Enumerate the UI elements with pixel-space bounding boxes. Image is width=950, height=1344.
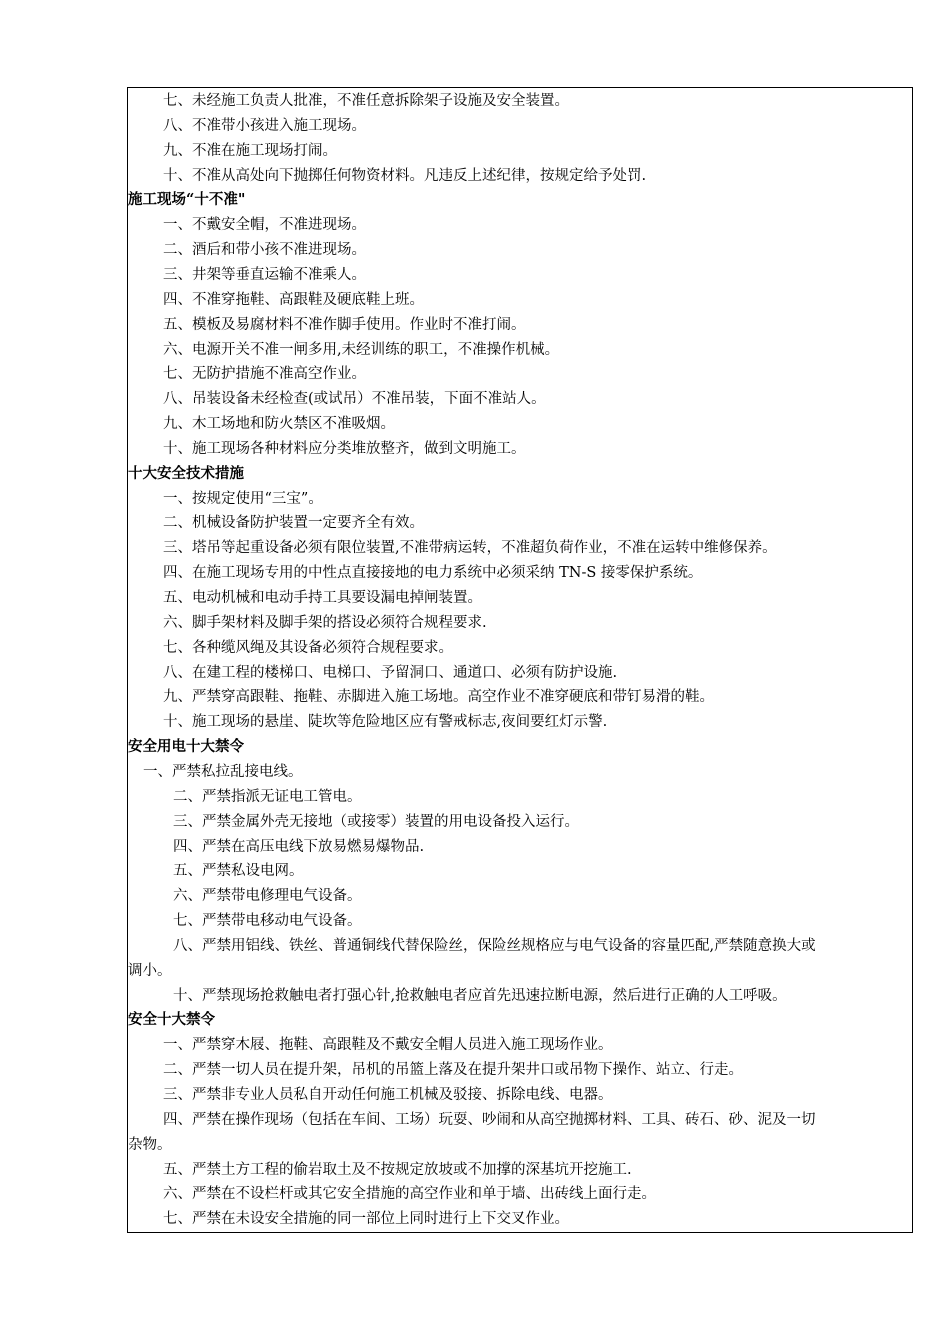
document-line: 二、机械设备防护装置一定要齐全有效。 [163,515,424,532]
document-line: 四、严禁在高压电线下放易燃易爆物品. [173,838,425,855]
document-line: 五、模板及易腐材料不准作脚手使用。作业时不准打闹。 [163,316,526,333]
document-line: 八、在建工程的楼梯口、电梯口、予留洞口、通道口、必须有防护设施. [163,664,618,681]
document-line: 七、各种缆风绳及其设备必须符合规程要求。 [163,639,453,656]
document-line: 十、施工现场的悬崖、陡坎等危险地区应有警戒标志,夜间要红灯示警. [163,714,608,731]
section-heading: 十大安全技术措施 [128,464,244,482]
document-line: 七、无防护措施不准高空作业。 [163,366,366,383]
document-line: 七、严禁带电移动电气设备。 [173,913,362,930]
document-line: 二、严禁一切人员在提升架，吊机的吊篮上落及在提升架井口或吊物下操作、站立、行走。 [163,1062,743,1079]
document-line: 八、严禁用铝线、铁丝、普通铜线代替保险丝，保险丝规格应与电气设备的容量匹配,严禁随意换大或 [173,937,816,954]
document-line: 杂物。 [128,1136,172,1153]
document-line: 八、不准带小孩进入施工现场。 [163,117,366,134]
document-line: 十、施工现场各种材料应分类堆放整齐，做到文明施工。 [163,440,526,457]
section-heading: 安全用电十大禁令 [128,738,244,756]
document-line: 六、严禁带电修理电气设备。 [173,888,362,905]
document-line: 五、严禁土方工程的偷岩取土及不按规定放坡或不加撑的深基坑开挖施工. [163,1161,632,1178]
document-line: 一、按规定使用“三宝”。 [163,490,323,507]
document-line: 四、不准穿拖鞋、高跟鞋及硬底鞋上班。 [163,291,424,308]
document-line: 一、严禁穿木屐、拖鞋、高跟鞋及不戴安全帽人员进入施工现场作业。 [163,1037,613,1054]
document-line: 四、严禁在操作现场（包括在车间、工场）玩耍、吵闹和从高空抛掷材料、工具、砖石、砂、泥及一切 [163,1111,816,1128]
document-line: 九、严禁穿高跟鞋、拖鞋、赤脚进入施工场地。高空作业不准穿硬底和带钉易滑的鞋。 [163,689,714,706]
document-line: 调小。 [128,962,172,979]
document-line: 一、不戴安全帽，不准进现场。 [163,217,366,234]
document-line: 十、严禁现场抢救触电者打强心针,抢救触电者应首先迅速拉断电源，然后进行正确的人工呼吸。 [173,987,787,1004]
document-line: 六、脚手架材料及脚手架的搭设必须符合规程要求. [163,614,487,631]
document-line: 三、井架等垂直运输不准乘人。 [163,266,366,283]
section-heading: 施工现场“十不准" [128,191,246,209]
document-line: 九、不准在施工现场打闹。 [163,142,337,159]
document-line: 三、严禁金属外壳无接地（或接零）装置的用电设备投入运行。 [173,813,579,830]
document-line: 十、不准从高处向下抛掷任何物资材料。凡违反上述纪律，按规定给予处罚. [163,167,647,184]
document-line: 六、严禁在不设栏杆或其它安全措施的高空作业和单于墙、出砖线上面行走。 [163,1186,656,1203]
document-line: 九、木工场地和防火禁区不准吸烟。 [163,416,395,433]
document-line: 四、在施工现场专用的中性点直接接地的电力系统中必须采纳 TN-S 接零保护系统。 [163,565,703,582]
document-line: 二、严禁指派无证电工管电。 [173,788,362,805]
document-line: 二、酒后和带小孩不准进现场。 [163,242,366,259]
document-line: 三、塔吊等起重设备必须有限位装置,不准带病运转，不准超负荷作业，不准在运转中维修保养。 [163,540,777,557]
document-line: 五、电动机械和电动手持工具要设漏电掉闸装置。 [163,590,482,606]
document-line: 五、严禁私设电网。 [173,863,304,880]
section-heading: 安全十大禁令 [128,1011,215,1029]
document-line: 八、吊装设备未经检查(或试吊）不准吊装，下面不准站人。 [163,391,546,408]
document-line: 三、严禁非专业人员私自开动任何施工机械及驳接、拆除电线、电器。 [163,1087,613,1103]
document-line: 七、严禁在未设安全措施的同一部位上同时进行上下交叉作业。 [163,1211,569,1228]
document-line: 六、电源开关不准一闸多用,未经训练的职工，不准操作机械。 [163,341,560,358]
document-line: 七、未经施工负责人批准，不准任意拆除架子设施及安全装置。 [163,93,569,109]
document-table-cell [127,87,913,1233]
document-line: 一、严禁私拉乱接电线。 [143,763,303,780]
